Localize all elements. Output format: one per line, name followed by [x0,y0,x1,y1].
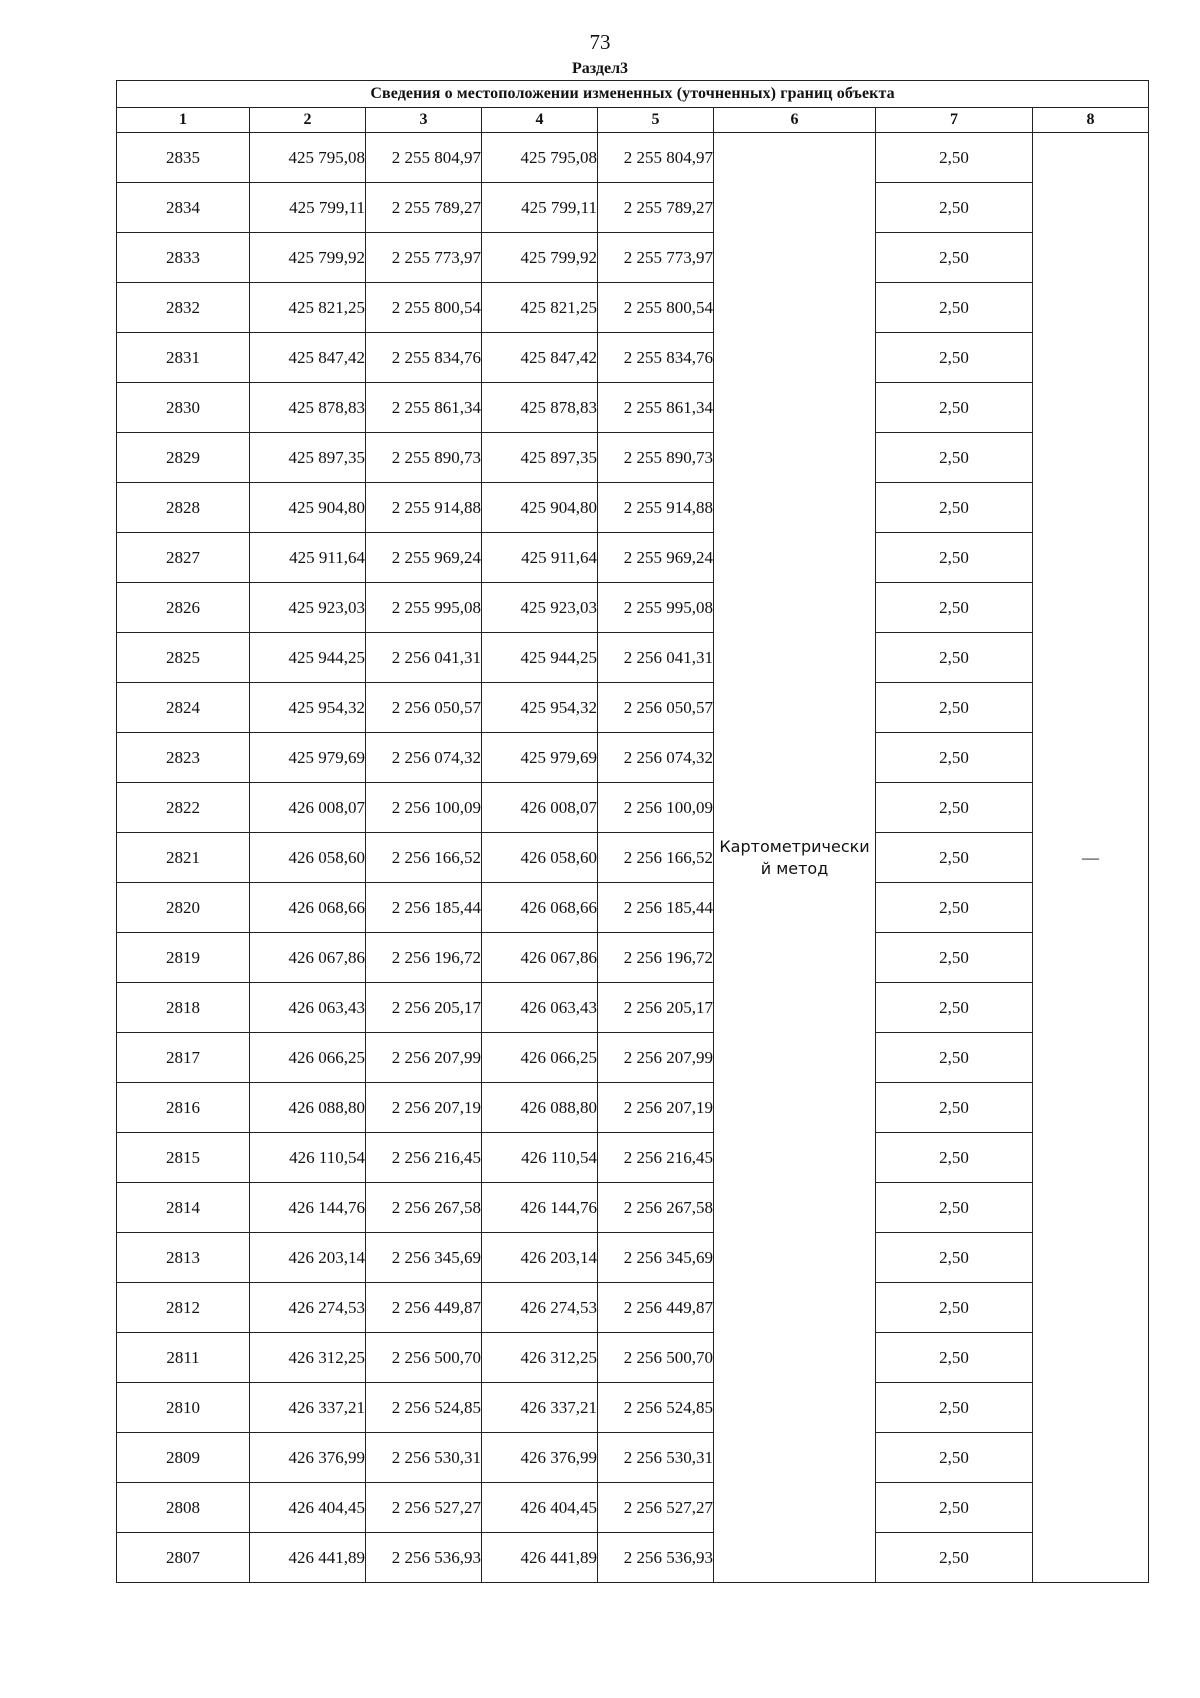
x-old-cell: 426 274,53 [250,1283,366,1333]
section-title: Раздел3 [571,60,629,77]
x-new-cell: 425 799,92 [482,233,598,283]
coordinates-table [116,80,1149,1583]
x-new-cell: 425 923,03 [482,583,598,633]
table-row [117,1333,1149,1383]
x-new-cell: 426 144,76 [482,1183,598,1233]
y-old-cell: 2 256 166,52 [366,833,482,883]
x-new-cell: 425 979,69 [482,733,598,783]
y-new-cell: 2 255 914,88 [598,483,714,533]
y-new-cell: 2 256 527,27 [598,1483,714,1533]
table-row [117,1283,1149,1333]
column-header-row [117,108,1149,133]
point-number-cell: 2813 [117,1233,250,1283]
y-new-cell: 2 256 196,72 [598,933,714,983]
point-number-cell: 2835 [117,133,250,183]
table-row [117,1483,1149,1533]
point-number-cell: 2824 [117,683,250,733]
point-number-cell: 2810 [117,1383,250,1433]
y-old-cell: 2 255 773,97 [366,233,482,283]
x-old-cell: 426 088,80 [250,1083,366,1133]
table-row [117,1533,1149,1583]
table-row [117,633,1149,683]
point-number-cell: 2832 [117,283,250,333]
y-new-cell: 2 256 100,09 [598,783,714,833]
y-new-cell: 2 255 890,73 [598,433,714,483]
x-old-cell: 425 904,80 [250,483,366,533]
column-header-7: 7 [876,108,1033,133]
x-old-cell: 425 847,42 [250,333,366,383]
x-old-cell: 426 068,66 [250,883,366,933]
y-new-cell: 2 255 800,54 [598,283,714,333]
point-number-cell: 2812 [117,1283,250,1333]
x-old-cell: 425 944,25 [250,633,366,683]
y-new-cell: 2 256 530,31 [598,1433,714,1483]
y-old-cell: 2 256 345,69 [366,1233,482,1283]
precision-cell: 2,50 [876,1133,1033,1183]
column-header-8: 8 [1033,108,1149,133]
x-new-cell: 425 904,80 [482,483,598,533]
y-new-cell: 2 256 500,70 [598,1333,714,1383]
x-old-cell: 425 878,83 [250,383,366,433]
x-old-cell: 426 376,99 [250,1433,366,1483]
y-old-cell: 2 255 914,88 [366,483,482,533]
x-old-cell: 425 911,64 [250,533,366,583]
x-old-cell: 426 441,89 [250,1533,366,1583]
point-number-cell: 2831 [117,333,250,383]
y-old-cell: 2 255 861,34 [366,383,482,433]
table-row [117,1133,1149,1183]
y-new-cell: 2 256 185,44 [598,883,714,933]
y-new-cell: 2 255 969,24 [598,533,714,583]
precision-cell: 2,50 [876,433,1033,483]
y-old-cell: 2 256 207,99 [366,1033,482,1083]
x-new-cell: 425 799,11 [482,183,598,233]
x-old-cell: 425 979,69 [250,733,366,783]
table-row [117,883,1149,933]
y-old-cell: 2 255 834,76 [366,333,482,383]
table-row [117,783,1149,833]
y-old-cell: 2 256 074,32 [366,733,482,783]
point-number-cell: 2819 [117,933,250,983]
description-cell: — [1033,133,1149,1583]
x-new-cell: 426 058,60 [482,833,598,883]
x-old-cell: 425 821,25 [250,283,366,333]
precision-cell: 2,50 [876,1033,1033,1083]
point-number-cell: 2811 [117,1333,250,1383]
y-new-cell: 2 255 995,08 [598,583,714,633]
precision-cell: 2,50 [876,233,1033,283]
precision-cell: 2,50 [876,333,1033,383]
precision-cell: 2,50 [876,983,1033,1033]
precision-cell: 2,50 [876,483,1033,533]
y-old-cell: 2 256 530,31 [366,1433,482,1483]
table-row [117,683,1149,733]
table-row [117,1383,1149,1433]
x-new-cell: 425 821,25 [482,283,598,333]
column-header-6: 6 [714,108,876,133]
precision-cell: 2,50 [876,633,1033,683]
table-row [117,333,1149,383]
precision-cell: 2,50 [876,1183,1033,1233]
precision-cell: 2,50 [876,183,1033,233]
x-old-cell: 425 923,03 [250,583,366,633]
y-new-cell: 2 256 267,58 [598,1183,714,1233]
y-new-cell: 2 256 050,57 [598,683,714,733]
precision-cell: 2,50 [876,833,1033,883]
y-old-cell: 2 255 800,54 [366,283,482,333]
y-old-cell: 2 256 205,17 [366,983,482,1033]
y-old-cell: 2 255 969,24 [366,533,482,583]
x-new-cell: 426 441,89 [482,1533,598,1583]
y-old-cell: 2 256 500,70 [366,1333,482,1383]
y-new-cell: 2 256 074,32 [598,733,714,783]
column-header-2: 2 [250,108,366,133]
y-new-cell: 2 255 861,34 [598,383,714,433]
table-row [117,1183,1149,1233]
x-old-cell: 426 337,21 [250,1383,366,1433]
precision-cell: 2,50 [876,1233,1033,1283]
table-row [117,233,1149,283]
x-old-cell: 426 008,07 [250,783,366,833]
point-number-cell: 2822 [117,783,250,833]
x-new-cell: 425 954,32 [482,683,598,733]
precision-cell: 2,50 [876,1283,1033,1333]
x-new-cell: 426 404,45 [482,1483,598,1533]
x-new-cell: 426 110,54 [482,1133,598,1183]
point-number-cell: 2823 [117,733,250,783]
table-row [117,283,1149,333]
y-old-cell: 2 256 185,44 [366,883,482,933]
y-old-cell: 2 256 527,27 [366,1483,482,1533]
table-row [117,433,1149,483]
y-old-cell: 2 255 890,73 [366,433,482,483]
x-new-cell: 425 897,35 [482,433,598,483]
table-body [117,133,1149,1583]
table-row [117,1033,1149,1083]
point-number-cell: 2820 [117,883,250,933]
table-row [117,1433,1149,1483]
y-new-cell: 2 255 773,97 [598,233,714,283]
point-number-cell: 2814 [117,1183,250,1233]
column-header-1: 1 [117,108,250,133]
precision-cell: 2,50 [876,1533,1033,1583]
table-row [117,933,1149,983]
x-new-cell: 426 066,25 [482,1033,598,1083]
x-old-cell: 425 954,32 [250,683,366,733]
point-number-cell: 2834 [117,183,250,233]
y-old-cell: 2 256 536,93 [366,1533,482,1583]
y-old-cell: 2 256 524,85 [366,1383,482,1433]
x-old-cell: 425 795,08 [250,133,366,183]
x-old-cell: 426 144,76 [250,1183,366,1233]
y-new-cell: 2 256 041,31 [598,633,714,683]
table-row [117,383,1149,433]
precision-cell: 2,50 [876,683,1033,733]
point-number-cell: 2830 [117,383,250,433]
x-new-cell: 426 088,80 [482,1083,598,1133]
y-new-cell: 2 255 789,27 [598,183,714,233]
y-old-cell: 2 255 789,27 [366,183,482,233]
point-number-cell: 2827 [117,533,250,583]
x-old-cell: 425 897,35 [250,433,366,483]
table-row [117,133,1149,183]
y-old-cell: 2 255 804,97 [366,133,482,183]
y-old-cell: 2 256 267,58 [366,1183,482,1233]
point-number-cell: 2833 [117,233,250,283]
precision-cell: 2,50 [876,133,1033,183]
x-new-cell: 425 878,83 [482,383,598,433]
y-old-cell: 2 255 995,08 [366,583,482,633]
y-new-cell: 2 256 449,87 [598,1283,714,1333]
table-row [117,483,1149,533]
point-number-cell: 2817 [117,1033,250,1083]
x-old-cell: 426 058,60 [250,833,366,883]
x-new-cell: 425 847,42 [482,333,598,383]
x-new-cell: 426 203,14 [482,1233,598,1283]
point-number-cell: 2828 [117,483,250,533]
precision-cell: 2,50 [876,283,1033,333]
page-number: 73 [589,30,611,54]
y-new-cell: 2 256 216,45 [598,1133,714,1183]
point-number-cell: 2818 [117,983,250,1033]
table-row [117,983,1149,1033]
x-new-cell: 426 274,53 [482,1283,598,1333]
point-number-cell: 2808 [117,1483,250,1533]
y-old-cell: 2 256 196,72 [366,933,482,983]
table-row [117,833,1149,883]
column-header-4: 4 [482,108,598,133]
y-new-cell: 2 256 524,85 [598,1383,714,1433]
point-number-cell: 2825 [117,633,250,683]
y-old-cell: 2 256 050,57 [366,683,482,733]
x-new-cell: 426 312,25 [482,1333,598,1383]
table-caption: Сведения о местоположении измененных (уточненных) границ объекта [117,81,1149,108]
point-number-cell: 2809 [117,1433,250,1483]
y-new-cell: 2 256 207,19 [598,1083,714,1133]
x-new-cell: 425 795,08 [482,133,598,183]
y-old-cell: 2 256 207,19 [366,1083,482,1133]
method-cell: Картометрически й метод [714,133,876,1583]
precision-cell: 2,50 [876,883,1033,933]
precision-cell: 2,50 [876,1383,1033,1433]
x-old-cell: 426 404,45 [250,1483,366,1533]
y-new-cell: 2 255 804,97 [598,133,714,183]
precision-cell: 2,50 [876,583,1033,633]
table-row [117,583,1149,633]
point-number-cell: 2829 [117,433,250,483]
y-old-cell: 2 256 449,87 [366,1283,482,1333]
table-row [117,183,1149,233]
x-old-cell: 426 066,25 [250,1033,366,1083]
precision-cell: 2,50 [876,383,1033,433]
x-new-cell: 425 944,25 [482,633,598,683]
x-old-cell: 426 067,86 [250,933,366,983]
x-old-cell: 426 312,25 [250,1333,366,1383]
precision-cell: 2,50 [876,783,1033,833]
x-old-cell: 426 203,14 [250,1233,366,1283]
y-new-cell: 2 255 834,76 [598,333,714,383]
x-new-cell: 426 063,43 [482,983,598,1033]
point-number-cell: 2821 [117,833,250,883]
precision-cell: 2,50 [876,733,1033,783]
x-new-cell: 426 068,66 [482,883,598,933]
x-new-cell: 426 008,07 [482,783,598,833]
point-number-cell: 2807 [117,1533,250,1583]
column-header-5: 5 [598,108,714,133]
x-new-cell: 425 911,64 [482,533,598,583]
point-number-cell: 2815 [117,1133,250,1183]
x-old-cell: 425 799,92 [250,233,366,283]
y-old-cell: 2 256 041,31 [366,633,482,683]
y-old-cell: 2 256 216,45 [366,1133,482,1183]
y-new-cell: 2 256 207,99 [598,1033,714,1083]
x-new-cell: 426 067,86 [482,933,598,983]
x-old-cell: 426 063,43 [250,983,366,1033]
table-row [117,1233,1149,1283]
point-number-cell: 2826 [117,583,250,633]
y-old-cell: 2 256 100,09 [366,783,482,833]
table-row [117,1083,1149,1133]
y-new-cell: 2 256 166,52 [598,833,714,883]
table-row [117,533,1149,583]
x-old-cell: 425 799,11 [250,183,366,233]
precision-cell: 2,50 [876,533,1033,583]
x-new-cell: 426 337,21 [482,1383,598,1433]
precision-cell: 2,50 [876,1433,1033,1483]
y-new-cell: 2 256 205,17 [598,983,714,1033]
precision-cell: 2,50 [876,1483,1033,1533]
precision-cell: 2,50 [876,933,1033,983]
column-header-3: 3 [366,108,482,133]
point-number-cell: 2816 [117,1083,250,1133]
x-old-cell: 426 110,54 [250,1133,366,1183]
precision-cell: 2,50 [876,1083,1033,1133]
table-row [117,733,1149,783]
precision-cell: 2,50 [876,1333,1033,1383]
x-new-cell: 426 376,99 [482,1433,598,1483]
y-new-cell: 2 256 536,93 [598,1533,714,1583]
y-new-cell: 2 256 345,69 [598,1233,714,1283]
